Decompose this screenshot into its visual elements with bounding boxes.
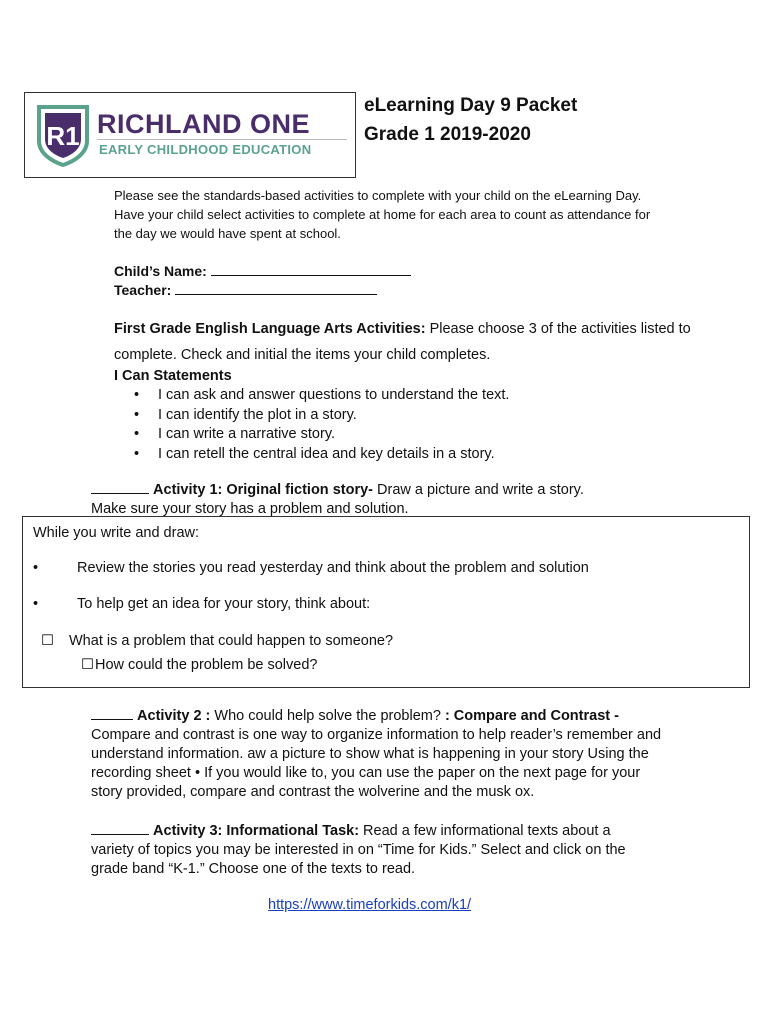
activity-2-heading: Activity 2 : [137,708,211,724]
panel-bullet-2: To help get an idea for your story, think about: [77,596,371,612]
logo-box [24,92,356,178]
activity-2-text: Compare and contrast is one way to organize information to help reader’s remember and understand information. aw a picture to show what is happening in your story Using the recording sheet • If you would like to, you can use the paper on the next page for your story provided, compare and contrast the wolverine and the musk ox. [91,727,662,800]
timeforkids-link[interactable]: https://www.timeforkids.com/k1/ [268,897,472,913]
shield-logo-icon [35,103,91,167]
logo-mark: R1 [46,121,80,151]
page-title: eLearning Day 9 Packet [364,95,578,116]
activity-1-heading: Activity 1: Original fiction story- [153,482,373,498]
activity-2-subheading: : Compare and Contrast - [444,708,619,724]
activity-2-question: Who could help solve the problem? [210,708,445,724]
tips-panel [22,516,750,688]
teacher-field[interactable] [114,280,377,298]
checkbox-icon: ☐ [81,657,94,673]
list-item: • I can write a narrative story. [132,425,509,445]
activity-3-text: Read a few informational texts about a variety of topics you may be interested in on “Time for Kids.” Select and click on the grade band “K-1.” Choose one of the texts to read. [91,823,626,877]
activity-2-check-blank[interactable] [91,719,133,720]
panel-lead: While you write and draw: [33,525,200,541]
activity-3 [91,822,631,879]
teacher-blank[interactable] [175,280,377,295]
activity-3-check-blank[interactable] [91,834,149,835]
ican-list [132,386,509,464]
panel-bullet-1: Review the stories you read yesterday and think about the problem and solution [77,560,589,576]
logo-subtitle: EARLY CHILDHOOD EDUCATION [99,142,312,157]
child-name-label: Child’s Name: [114,263,207,279]
intro-text: Please see the standards-based activities to complete with your child on the eLearning Day. Have your child select activities to complete at home for each area to count as attendance for the day we would have spent at school. [114,188,651,241]
ican-title: I Can Statements [114,368,232,384]
ela-heading: First Grade English Language Arts Activities: [114,321,426,337]
activity-1-text: Draw a picture and write a story. [372,482,584,498]
list-item: • I can ask and answer questions to understand the text. [132,386,509,406]
logo-name: RICHLAND ONE [97,109,310,139]
page-subtitle: Grade 1 2019-2020 [364,124,531,145]
activity-3-heading: Activity 3: Informational Task: [153,823,360,839]
list-item: • I can retell the central idea and key details in a story. [132,445,509,465]
ela-section [114,316,714,368]
child-name-field[interactable] [114,261,411,279]
panel-question-2: How could the problem be solved? [95,657,318,673]
ela-instruction: Please choose 3 of the activities listed to complete. Check and initial the items your child completes. [114,321,691,363]
activity-2 [91,707,671,802]
panel-question-1: What is a problem that could happen to someone? [69,633,394,649]
teacher-label: Teacher: [114,282,172,298]
checkbox-icon: ☐ [41,633,54,649]
logo-divider [97,139,347,140]
child-name-blank[interactable] [211,261,411,276]
activity-1-line2: Make sure your story has a problem and solution. [91,501,409,517]
bullet-icon: • [33,560,39,576]
list-item: • I can identify the plot in a story. [132,406,509,426]
bullet-icon: • [33,596,39,612]
activity-1-check-blank[interactable] [91,493,149,494]
activity-1 [91,481,671,519]
